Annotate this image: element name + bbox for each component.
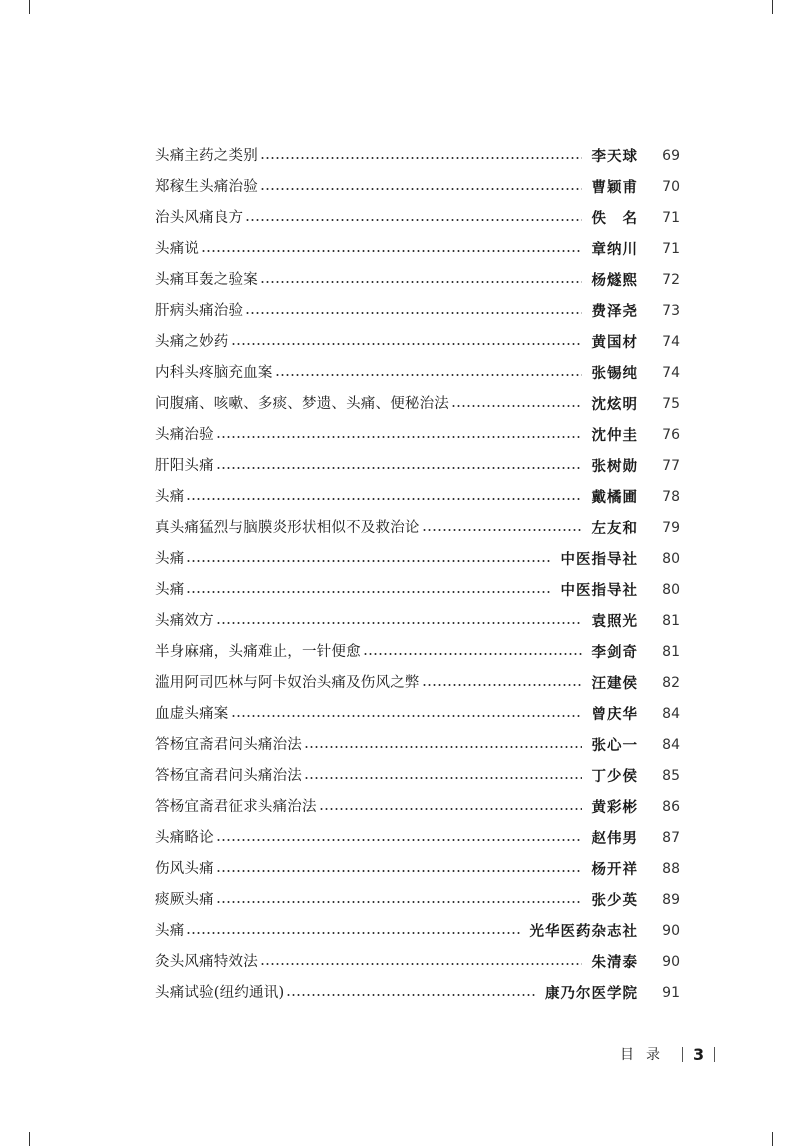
toc-entry-title: 答杨宜斋君问头痛治法: [155, 768, 302, 784]
toc-entry[interactable]: [155, 575, 680, 606]
toc-leader-dots: [216, 870, 582, 872]
toc-leader-dots: [201, 250, 581, 252]
crop-mark-bottom-left: [29, 1132, 30, 1146]
crop-mark-top-left: [29, 0, 30, 14]
toc-entry-author: 张锡纯: [591, 365, 638, 382]
toc-entry-title: 肝阳头痛: [155, 458, 214, 474]
toc-entry-page: 74: [662, 334, 680, 350]
toc-entry-author: 光华医药杂志社: [529, 923, 638, 940]
toc-entry-author: 张心一: [591, 737, 638, 754]
toc-entry[interactable]: [155, 544, 680, 575]
toc-entry-author: 中医指导社: [560, 582, 638, 599]
toc-entry[interactable]: [155, 389, 680, 420]
toc-entry-author: 黄国材: [591, 334, 638, 351]
toc-entry-title: 伤风头痛: [155, 861, 214, 877]
toc-entry[interactable]: [155, 327, 680, 358]
toc-entry-author: 朱清泰: [591, 954, 638, 971]
toc-entry-author: 赵伟男: [591, 830, 638, 847]
toc-entry-page: 74: [662, 365, 680, 381]
toc-entry-title: 头痛: [155, 923, 185, 939]
toc-entry[interactable]: [155, 761, 680, 792]
toc-entry[interactable]: [155, 978, 680, 1009]
toc-entry-author: 杨燧熙: [591, 272, 638, 289]
toc-entry-author: 沈仲圭: [591, 427, 638, 444]
toc-entry[interactable]: [155, 916, 680, 947]
page-footer: [620, 1044, 725, 1064]
toc-entry[interactable]: [155, 172, 680, 203]
toc-entry-author: 左友和: [591, 520, 638, 537]
toc-leader-dots: [216, 839, 582, 841]
toc-entry-page: 90: [662, 954, 680, 970]
toc-leader-dots: [275, 374, 582, 376]
toc-entry-author: 李天球: [591, 148, 638, 165]
toc-entry-page: 89: [662, 892, 680, 908]
toc-entry[interactable]: [155, 451, 680, 482]
toc-entry-author: 曾庆华: [591, 706, 638, 723]
toc-entry[interactable]: [155, 482, 680, 513]
toc-entry-title: 滥用阿司匹林与阿卡奴治头痛及伤风之弊: [155, 675, 420, 691]
toc-entry-author: 费泽尧: [591, 303, 638, 320]
toc-entry-page: 87: [662, 830, 680, 846]
toc-entry-title: 头痛说: [155, 241, 200, 257]
toc-entry-title: 头痛之妙药: [155, 334, 229, 350]
toc-entry-author: 戴橘圃: [591, 489, 638, 506]
toc-entry-author: 李剑奇: [591, 644, 638, 661]
toc-entry-author: 汪建侯: [591, 675, 638, 692]
toc-leader-dots: [304, 746, 582, 748]
toc-entry-title: 血虚头痛案: [155, 706, 229, 722]
toc-leader-dots: [231, 715, 582, 717]
toc-entry[interactable]: [155, 854, 680, 885]
toc-entry-page: 80: [662, 582, 680, 598]
toc-entry-title: 头痛主药之类别: [155, 148, 258, 164]
crop-mark-top-right: [772, 0, 773, 14]
toc-entry-page: 71: [662, 241, 680, 257]
toc-entry-title: 真头痛猛烈与脑膜炎形状相似不及救治论: [155, 520, 420, 536]
toc-entry-title: 肝病头痛治验: [155, 303, 244, 319]
toc-leader-dots: [216, 467, 582, 469]
toc-entry-author: 张少英: [591, 892, 638, 909]
toc-leader-dots: [260, 188, 582, 190]
toc-leader-dots: [422, 529, 582, 531]
toc-leader-dots: [363, 653, 582, 655]
toc-entry-title: 内科头疼脑充血案: [155, 365, 273, 381]
footer-divider-right: [714, 1047, 715, 1062]
toc-leader-dots: [245, 219, 581, 221]
toc-leader-dots: [260, 963, 582, 965]
toc-entry-title: 痰厥头痛: [155, 892, 214, 908]
toc-entry-page: 79: [662, 520, 680, 536]
toc-leader-dots: [260, 281, 582, 283]
toc-entry-author: 袁照光: [591, 613, 638, 630]
toc-entry[interactable]: [155, 513, 680, 544]
toc-entry-page: 81: [662, 613, 680, 629]
toc-entry-page: 85: [662, 768, 680, 784]
toc-entry-title: 灸头风痛特效法: [155, 954, 258, 970]
toc-entry-title: 头痛试验(纽约通讯): [155, 985, 285, 1001]
toc-entry-page: 73: [662, 303, 680, 319]
toc-entry-author: 黄彩彬: [591, 799, 638, 816]
toc-entry-author: 中医指导社: [560, 551, 638, 568]
toc-entry-page: 76: [662, 427, 680, 443]
toc-entry[interactable]: [155, 730, 680, 761]
toc-entry-page: 72: [662, 272, 680, 288]
toc-entry-page: 84: [662, 737, 680, 753]
toc-entry-page: 82: [662, 675, 680, 691]
toc-entry-page: 88: [662, 861, 680, 877]
toc-entry[interactable]: [155, 947, 680, 978]
toc-leader-dots: [286, 994, 535, 996]
toc-entry[interactable]: [155, 420, 680, 451]
toc-entry-title: 头痛效方: [155, 613, 214, 629]
toc-leader-dots: [231, 343, 582, 345]
toc-entry-title: 头痛: [155, 551, 185, 567]
toc-entry-title: 半身麻痛，头痛难止，一针便愈: [155, 644, 361, 660]
toc-entry[interactable]: [155, 358, 680, 389]
page-number: 3: [693, 1044, 705, 1064]
toc-entry-author: 章纳川: [591, 241, 638, 258]
toc-entry[interactable]: [155, 637, 680, 668]
toc-entry[interactable]: [155, 823, 680, 854]
toc-entry[interactable]: [155, 699, 680, 730]
toc-entry[interactable]: [155, 792, 680, 823]
toc-leader-dots: [319, 808, 582, 810]
toc-leader-dots: [216, 901, 582, 903]
toc-entry[interactable]: [155, 234, 680, 265]
toc-entry-title: 头痛: [155, 489, 185, 505]
toc-entry[interactable]: [155, 203, 680, 234]
toc-leader-dots: [186, 932, 519, 934]
toc-entry-page: 70: [662, 179, 680, 195]
toc-entry-author: 沈炫明: [591, 396, 638, 413]
toc-entry-page: 78: [662, 489, 680, 505]
toc-entry-page: 84: [662, 706, 680, 722]
toc-entry-title: 答杨宜斋君问头痛治法: [155, 737, 302, 753]
toc-entry-page: 75: [662, 396, 680, 412]
toc-entry-author: 杨开祥: [591, 861, 638, 878]
toc-leader-dots: [216, 622, 582, 624]
toc-entry-author: 康乃尔医学院: [545, 985, 638, 1002]
toc-entry-page: 69: [662, 148, 680, 164]
toc-leader-dots: [186, 591, 550, 593]
toc-entry-page: 77: [662, 458, 680, 474]
toc-entry-title: 问腹痛、咳嗽、多痰、梦遗、头痛、便秘治法: [155, 396, 449, 412]
toc-leader-dots: [304, 777, 582, 779]
toc-entry-title: 郑稼生头痛治验: [155, 179, 258, 195]
toc-entry[interactable]: [155, 141, 680, 172]
toc-entry-page: 71: [662, 210, 680, 226]
toc-entry-title: 头痛: [155, 582, 185, 598]
toc-leader-dots: [260, 157, 582, 159]
toc-entry-page: 86: [662, 799, 680, 815]
table-of-contents: [155, 141, 680, 1009]
toc-leader-dots: [451, 405, 582, 407]
footer-divider: [682, 1047, 683, 1062]
toc-entry-author: 佚 名: [591, 210, 638, 227]
toc-entry[interactable]: [155, 606, 680, 637]
toc-entry-page: 80: [662, 551, 680, 567]
toc-entry-page: 91: [662, 985, 680, 1001]
toc-leader-dots: [186, 498, 581, 500]
section-label: 目录: [620, 1047, 672, 1063]
toc-entry-page: 90: [662, 923, 680, 939]
toc-entry[interactable]: [155, 668, 680, 699]
toc-leader-dots: [216, 436, 582, 438]
crop-mark-bottom-right: [772, 1132, 773, 1146]
toc-entry-title: 头痛耳轰之验案: [155, 272, 258, 288]
toc-entry-title: 头痛治验: [155, 427, 214, 443]
toc-entry[interactable]: [155, 296, 680, 327]
toc-entry[interactable]: [155, 885, 680, 916]
toc-entry-author: 曹颖甫: [591, 179, 638, 196]
toc-entry-author: 丁少侯: [591, 768, 638, 785]
toc-entry-page: 81: [662, 644, 680, 660]
toc-entry-title: 治头风痛良方: [155, 210, 244, 226]
toc-leader-dots: [186, 560, 550, 562]
toc-entry-title: 答杨宜斋君征求头痛治法: [155, 799, 317, 815]
toc-leader-dots: [245, 312, 581, 314]
toc-leader-dots: [422, 684, 582, 686]
toc-entry[interactable]: [155, 265, 680, 296]
toc-entry-author: 张树勋: [591, 458, 638, 475]
toc-entry-title: 头痛略论: [155, 830, 214, 846]
